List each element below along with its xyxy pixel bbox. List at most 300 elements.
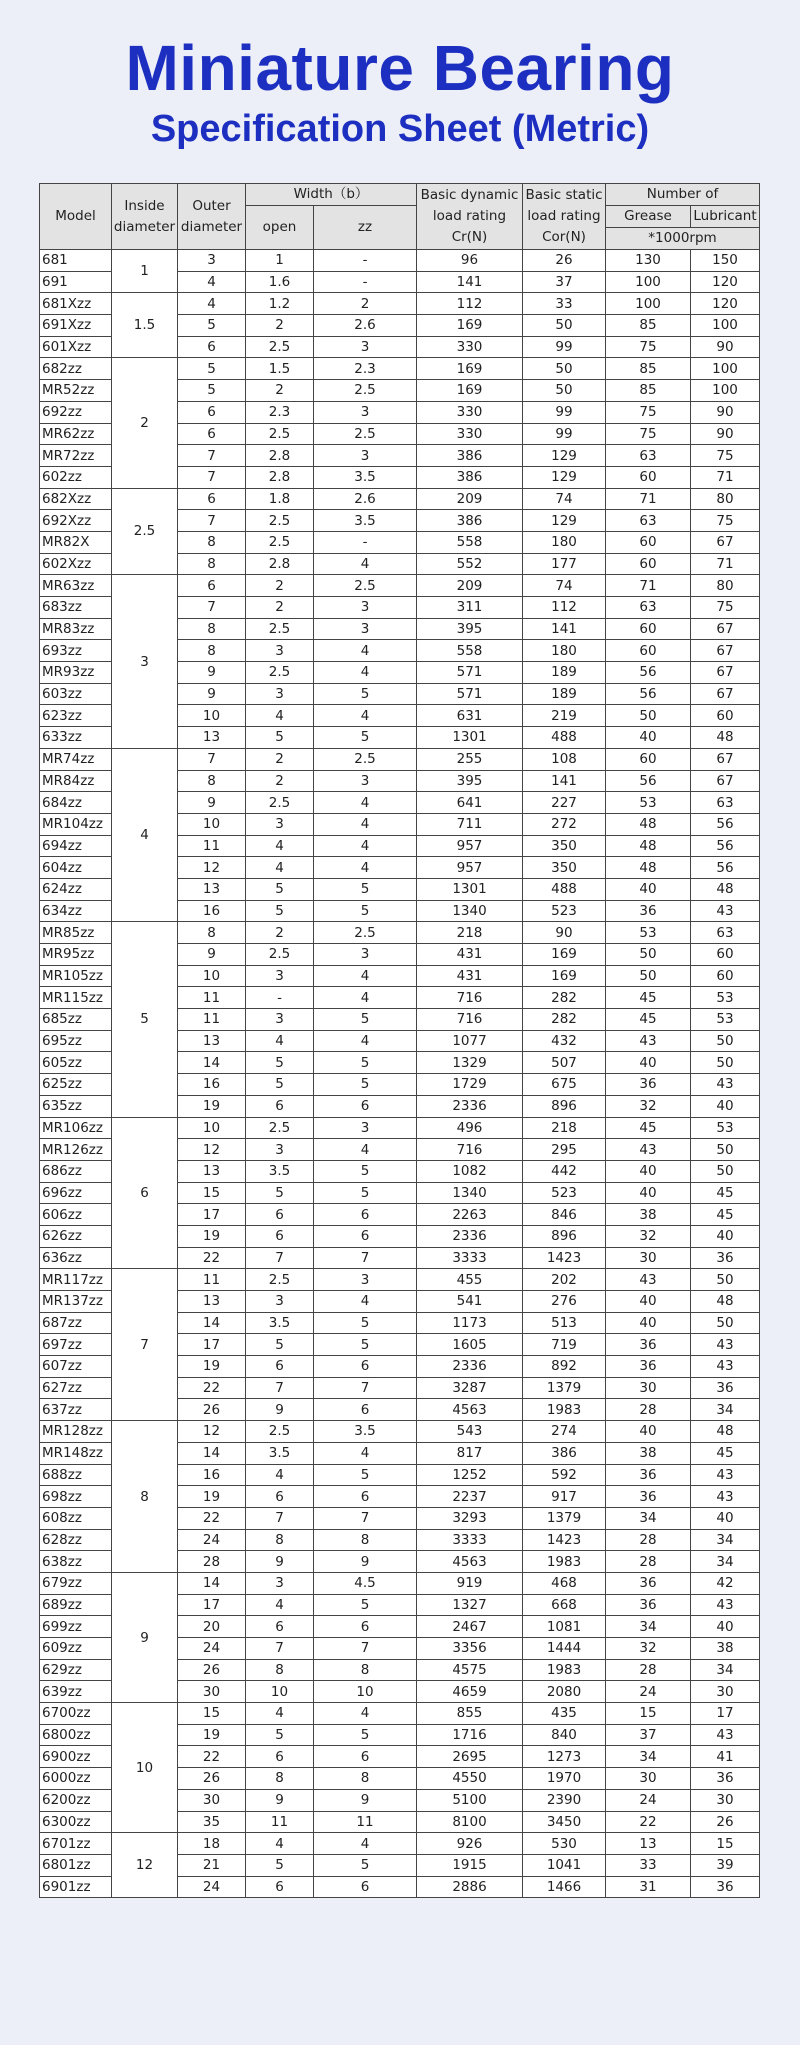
width-zz-cell: 2.5 — [314, 380, 417, 402]
lubricant-speed-cell: 67 — [691, 662, 760, 684]
lubricant-speed-cell: 40 — [691, 1616, 760, 1638]
static-load-cell: 274 — [523, 1421, 606, 1443]
model-cell: MR72zz — [40, 445, 112, 467]
lubricant-speed-cell: 45 — [691, 1182, 760, 1204]
table-row — [40, 1117, 760, 1139]
model-cell: 625zz — [40, 1074, 112, 1096]
width-open-cell: 3.5 — [246, 1160, 314, 1182]
width-open-cell: 11 — [246, 1811, 314, 1833]
width-open-cell: 2.8 — [246, 445, 314, 467]
width-open-cell: 4 — [246, 705, 314, 727]
grease-speed-cell: 56 — [606, 662, 691, 684]
dynamic-load-cell: 3356 — [417, 1638, 523, 1660]
static-load-cell: 350 — [523, 857, 606, 879]
model-cell: 698zz — [40, 1486, 112, 1508]
lubricant-speed-cell: 45 — [691, 1204, 760, 1226]
lubricant-speed-cell: 120 — [691, 293, 760, 315]
grease-speed-cell: 48 — [606, 857, 691, 879]
model-cell: 608zz — [40, 1507, 112, 1529]
lubricant-speed-cell: 30 — [691, 1681, 760, 1703]
lubricant-speed-cell: 100 — [691, 380, 760, 402]
static-load-cell: 1466 — [523, 1876, 606, 1898]
width-open-cell: 2.5 — [246, 336, 314, 358]
static-load-cell: 675 — [523, 1074, 606, 1096]
grease-speed-cell: 75 — [606, 423, 691, 445]
width-zz-cell: 5 — [314, 1334, 417, 1356]
static-load-cell: 1983 — [523, 1399, 606, 1421]
model-cell: 692Xzz — [40, 510, 112, 532]
width-open-cell: 8 — [246, 1659, 314, 1681]
outer-cell: 26 — [178, 1659, 246, 1681]
width-open-cell: 2.5 — [246, 944, 314, 966]
static-load-cell: 141 — [523, 618, 606, 640]
grease-speed-cell: 36 — [606, 1074, 691, 1096]
width-zz-cell: 5 — [314, 1160, 417, 1182]
inside-diameter-cell: 9 — [112, 1572, 178, 1702]
outer-cell: 19 — [178, 1356, 246, 1378]
outer-cell: 12 — [178, 1139, 246, 1161]
outer-cell: 8 — [178, 553, 246, 575]
grease-speed-cell: 100 — [606, 271, 691, 293]
grease-speed-cell: 60 — [606, 531, 691, 553]
static-load-cell: 1423 — [523, 1529, 606, 1551]
outer-cell: 20 — [178, 1616, 246, 1638]
lubricant-speed-cell: 50 — [691, 1139, 760, 1161]
static-load-cell: 218 — [523, 1117, 606, 1139]
dynamic-load-cell: 716 — [417, 1139, 523, 1161]
width-zz-cell: 4 — [314, 965, 417, 987]
grease-speed-cell: 28 — [606, 1551, 691, 1573]
outer-cell: 19 — [178, 1486, 246, 1508]
grease-speed-cell: 15 — [606, 1703, 691, 1725]
grease-speed-cell: 63 — [606, 597, 691, 619]
outer-cell: 12 — [178, 1421, 246, 1443]
dynamic-load-cell: 552 — [417, 553, 523, 575]
dynamic-load-cell: 395 — [417, 770, 523, 792]
dynamic-load-cell: 4575 — [417, 1659, 523, 1681]
model-cell: MR126zz — [40, 1139, 112, 1161]
width-open-cell: 5 — [246, 900, 314, 922]
lubricant-speed-cell: 50 — [691, 1052, 760, 1074]
outer-cell: 7 — [178, 510, 246, 532]
dynamic-load-cell: 169 — [417, 358, 523, 380]
dynamic-load-cell: 3333 — [417, 1529, 523, 1551]
grease-speed-cell: 34 — [606, 1507, 691, 1529]
lubricant-speed-cell: 100 — [691, 315, 760, 337]
model-cell: 691Xzz — [40, 315, 112, 337]
width-zz-cell: 4 — [314, 1291, 417, 1313]
grease-speed-cell: 32 — [606, 1225, 691, 1247]
width-open-cell: 5 — [246, 1334, 314, 1356]
dynamic-load-cell: 2886 — [417, 1876, 523, 1898]
dynamic-load-cell: 209 — [417, 575, 523, 597]
width-zz-cell: 5 — [314, 1182, 417, 1204]
lubricant-speed-cell: 56 — [691, 857, 760, 879]
header-outer-diameter: Outer diameter — [178, 184, 246, 250]
dynamic-load-cell: 112 — [417, 293, 523, 315]
dynamic-load-cell: 2263 — [417, 1204, 523, 1226]
grease-speed-cell: 28 — [606, 1659, 691, 1681]
lubricant-speed-cell: 34 — [691, 1399, 760, 1421]
width-open-cell: 5 — [246, 727, 314, 749]
model-cell: 684zz — [40, 792, 112, 814]
width-open-cell: 2 — [246, 770, 314, 792]
static-load-cell: 1379 — [523, 1507, 606, 1529]
grease-speed-cell: 85 — [606, 380, 691, 402]
grease-speed-cell: 60 — [606, 618, 691, 640]
width-open-cell: 3 — [246, 813, 314, 835]
grease-speed-cell: 50 — [606, 705, 691, 727]
width-zz-cell: 3 — [314, 401, 417, 423]
model-cell: MR105zz — [40, 965, 112, 987]
model-cell: 609zz — [40, 1638, 112, 1660]
static-load-cell: 1444 — [523, 1638, 606, 1660]
static-load-cell: 169 — [523, 965, 606, 987]
width-open-cell: 2 — [246, 315, 314, 337]
inside-diameter-cell: 1.5 — [112, 293, 178, 358]
model-cell: MR63zz — [40, 575, 112, 597]
outer-cell: 7 — [178, 597, 246, 619]
grease-speed-cell: 36 — [606, 1594, 691, 1616]
dynamic-load-cell: 2695 — [417, 1746, 523, 1768]
outer-cell: 14 — [178, 1572, 246, 1594]
dynamic-load-cell: 1077 — [417, 1030, 523, 1052]
width-zz-cell: 9 — [314, 1551, 417, 1573]
width-open-cell: 2 — [246, 748, 314, 770]
grease-speed-cell: 36 — [606, 1486, 691, 1508]
page-header — [0, 0, 800, 150]
static-load-cell: 189 — [523, 683, 606, 705]
width-open-cell: 3 — [246, 683, 314, 705]
width-open-cell: 5 — [246, 1724, 314, 1746]
lubricant-speed-cell: 150 — [691, 250, 760, 272]
width-open-cell: 2.5 — [246, 423, 314, 445]
model-cell: 607zz — [40, 1356, 112, 1378]
dynamic-load-cell: 541 — [417, 1291, 523, 1313]
width-zz-cell: 7 — [314, 1247, 417, 1269]
width-zz-cell: 6 — [314, 1399, 417, 1421]
dynamic-load-cell: 3293 — [417, 1507, 523, 1529]
dynamic-load-cell: 543 — [417, 1421, 523, 1443]
model-cell: 681 — [40, 250, 112, 272]
dynamic-load-cell: 8100 — [417, 1811, 523, 1833]
static-load-cell: 435 — [523, 1703, 606, 1725]
model-cell: 695zz — [40, 1030, 112, 1052]
outer-cell: 15 — [178, 1182, 246, 1204]
model-cell: 606zz — [40, 1204, 112, 1226]
grease-speed-cell: 32 — [606, 1095, 691, 1117]
inside-diameter-cell: 2 — [112, 358, 178, 488]
lubricant-speed-cell: 50 — [691, 1030, 760, 1052]
lubricant-speed-cell: 80 — [691, 488, 760, 510]
static-load-cell: 1983 — [523, 1659, 606, 1681]
lubricant-speed-cell: 75 — [691, 597, 760, 619]
model-cell: 6901zz — [40, 1876, 112, 1898]
static-load-cell: 1273 — [523, 1746, 606, 1768]
outer-cell: 22 — [178, 1247, 246, 1269]
static-load-cell: 202 — [523, 1269, 606, 1291]
outer-cell: 11 — [178, 987, 246, 1009]
dynamic-load-cell: 558 — [417, 640, 523, 662]
width-open-cell: 5 — [246, 1854, 314, 1876]
static-load-cell: 74 — [523, 488, 606, 510]
grease-speed-cell: 40 — [606, 878, 691, 900]
width-zz-cell: 4 — [314, 857, 417, 879]
width-zz-cell: 2.5 — [314, 922, 417, 944]
lubricant-speed-cell: 43 — [691, 1464, 760, 1486]
static-load-cell: 523 — [523, 900, 606, 922]
width-zz-cell: 3 — [314, 336, 417, 358]
outer-cell: 30 — [178, 1789, 246, 1811]
outer-cell: 22 — [178, 1377, 246, 1399]
width-zz-cell: 4 — [314, 705, 417, 727]
outer-cell: 3 — [178, 250, 246, 272]
dynamic-load-cell: 1340 — [417, 1182, 523, 1204]
static-load-cell: 1423 — [523, 1247, 606, 1269]
outer-cell: 12 — [178, 857, 246, 879]
static-load-cell: 141 — [523, 770, 606, 792]
model-cell: 628zz — [40, 1529, 112, 1551]
width-zz-cell: - — [314, 531, 417, 553]
static-load-cell: 917 — [523, 1486, 606, 1508]
dynamic-load-cell: 431 — [417, 944, 523, 966]
static-load-cell: 50 — [523, 358, 606, 380]
dynamic-load-cell: 169 — [417, 315, 523, 337]
grease-speed-cell: 85 — [606, 358, 691, 380]
header-inside-diameter: Inside diameter — [112, 184, 178, 250]
model-cell: MR117zz — [40, 1269, 112, 1291]
lubricant-speed-cell: 36 — [691, 1247, 760, 1269]
width-zz-cell: 4 — [314, 835, 417, 857]
width-zz-cell: 3.5 — [314, 466, 417, 488]
model-cell: MR52zz — [40, 380, 112, 402]
width-zz-cell: 5 — [314, 1052, 417, 1074]
table-row — [40, 1572, 760, 1594]
inside-diameter-cell: 10 — [112, 1703, 178, 1833]
width-open-cell: 9 — [246, 1399, 314, 1421]
model-cell: 696zz — [40, 1182, 112, 1204]
width-open-cell: 1.6 — [246, 271, 314, 293]
lubricant-speed-cell: 90 — [691, 401, 760, 423]
dynamic-load-cell: 96 — [417, 250, 523, 272]
static-load-cell: 1983 — [523, 1551, 606, 1573]
model-cell: 605zz — [40, 1052, 112, 1074]
outer-cell: 7 — [178, 748, 246, 770]
outer-cell: 9 — [178, 683, 246, 705]
static-load-cell: 530 — [523, 1833, 606, 1855]
width-zz-cell: 5 — [314, 727, 417, 749]
width-open-cell: 6 — [246, 1225, 314, 1247]
width-zz-cell: 7 — [314, 1377, 417, 1399]
outer-cell: 35 — [178, 1811, 246, 1833]
width-open-cell: 5 — [246, 1182, 314, 1204]
lubricant-speed-cell: 36 — [691, 1377, 760, 1399]
lubricant-speed-cell: 48 — [691, 1291, 760, 1313]
width-open-cell: 4 — [246, 1703, 314, 1725]
width-open-cell: 2.5 — [246, 1117, 314, 1139]
model-cell: 685zz — [40, 1009, 112, 1031]
lubricant-speed-cell: 67 — [691, 748, 760, 770]
lubricant-speed-cell: 67 — [691, 531, 760, 553]
outer-cell: 6 — [178, 423, 246, 445]
static-load-cell: 108 — [523, 748, 606, 770]
outer-cell: 16 — [178, 900, 246, 922]
dynamic-load-cell: 2336 — [417, 1225, 523, 1247]
outer-cell: 21 — [178, 1854, 246, 1876]
model-cell: MR104zz — [40, 813, 112, 835]
lubricant-speed-cell: 38 — [691, 1638, 760, 1660]
width-zz-cell: 4 — [314, 1139, 417, 1161]
width-zz-cell: 3.5 — [314, 1421, 417, 1443]
static-load-cell: 896 — [523, 1095, 606, 1117]
dynamic-load-cell: 395 — [417, 618, 523, 640]
grease-speed-cell: 40 — [606, 1182, 691, 1204]
lubricant-speed-cell: 34 — [691, 1659, 760, 1681]
static-load-cell: 74 — [523, 575, 606, 597]
dynamic-load-cell: 1340 — [417, 900, 523, 922]
width-zz-cell: 4 — [314, 1833, 417, 1855]
width-open-cell: 3 — [246, 1291, 314, 1313]
grease-speed-cell: 60 — [606, 748, 691, 770]
dynamic-load-cell: 3287 — [417, 1377, 523, 1399]
model-cell: 626zz — [40, 1225, 112, 1247]
static-load-cell: 99 — [523, 423, 606, 445]
static-load-cell: 295 — [523, 1139, 606, 1161]
grease-speed-cell: 56 — [606, 770, 691, 792]
outer-cell: 17 — [178, 1334, 246, 1356]
grease-speed-cell: 38 — [606, 1442, 691, 1464]
model-cell: 679zz — [40, 1572, 112, 1594]
width-open-cell: 2 — [246, 922, 314, 944]
width-zz-cell: 6 — [314, 1095, 417, 1117]
static-load-cell: 227 — [523, 792, 606, 814]
outer-cell: 19 — [178, 1095, 246, 1117]
grease-speed-cell: 22 — [606, 1811, 691, 1833]
outer-cell: 13 — [178, 878, 246, 900]
model-cell: 623zz — [40, 705, 112, 727]
dynamic-load-cell: 1301 — [417, 878, 523, 900]
dynamic-load-cell: 1327 — [417, 1594, 523, 1616]
model-cell: 682Xzz — [40, 488, 112, 510]
outer-cell: 7 — [178, 466, 246, 488]
grease-speed-cell: 53 — [606, 922, 691, 944]
width-open-cell: 2 — [246, 597, 314, 619]
dynamic-load-cell: 957 — [417, 835, 523, 857]
grease-speed-cell: 24 — [606, 1789, 691, 1811]
static-load-cell: 180 — [523, 531, 606, 553]
lubricant-speed-cell: 75 — [691, 445, 760, 467]
grease-speed-cell: 75 — [606, 336, 691, 358]
width-open-cell: 2.5 — [246, 1269, 314, 1291]
grease-speed-cell: 34 — [606, 1616, 691, 1638]
width-zz-cell: 4 — [314, 1442, 417, 1464]
grease-speed-cell: 36 — [606, 1572, 691, 1594]
grease-speed-cell: 31 — [606, 1876, 691, 1898]
lubricant-speed-cell: 67 — [691, 618, 760, 640]
width-zz-cell: 3.5 — [314, 510, 417, 532]
outer-cell: 22 — [178, 1507, 246, 1529]
dynamic-load-cell: 2237 — [417, 1486, 523, 1508]
width-zz-cell: 5 — [314, 1594, 417, 1616]
static-load-cell: 50 — [523, 380, 606, 402]
model-cell: 629zz — [40, 1659, 112, 1681]
grease-speed-cell: 63 — [606, 445, 691, 467]
grease-speed-cell: 28 — [606, 1399, 691, 1421]
grease-speed-cell: 45 — [606, 1009, 691, 1031]
lubricant-speed-cell: 53 — [691, 987, 760, 1009]
width-zz-cell: 6 — [314, 1225, 417, 1247]
width-zz-cell: 4 — [314, 553, 417, 575]
grease-speed-cell: 43 — [606, 1269, 691, 1291]
width-open-cell: 3 — [246, 640, 314, 662]
inside-diameter-cell: 4 — [112, 748, 178, 922]
model-cell: MR62zz — [40, 423, 112, 445]
lubricant-speed-cell: 43 — [691, 1594, 760, 1616]
grease-speed-cell: 30 — [606, 1768, 691, 1790]
lubricant-speed-cell: 71 — [691, 466, 760, 488]
outer-cell: 13 — [178, 727, 246, 749]
model-cell: 6701zz — [40, 1833, 112, 1855]
model-cell: 689zz — [40, 1594, 112, 1616]
width-zz-cell: 2.5 — [314, 748, 417, 770]
width-zz-cell: 6 — [314, 1616, 417, 1638]
static-load-cell: 513 — [523, 1312, 606, 1334]
lubricant-speed-cell: 53 — [691, 1117, 760, 1139]
width-open-cell: 1 — [246, 250, 314, 272]
width-zz-cell: 4.5 — [314, 1572, 417, 1594]
width-open-cell: 6 — [246, 1616, 314, 1638]
header-model: Model — [40, 184, 112, 250]
model-cell: 639zz — [40, 1681, 112, 1703]
width-zz-cell: 4 — [314, 1030, 417, 1052]
width-zz-cell: 3 — [314, 1269, 417, 1291]
width-zz-cell: 4 — [314, 1703, 417, 1725]
width-zz-cell: 10 — [314, 1681, 417, 1703]
static-load-cell: 282 — [523, 987, 606, 1009]
model-cell: MR93zz — [40, 662, 112, 684]
table-row — [40, 1421, 760, 1443]
dynamic-load-cell: 817 — [417, 1442, 523, 1464]
width-zz-cell: 4 — [314, 662, 417, 684]
lubricant-speed-cell: 40 — [691, 1507, 760, 1529]
width-open-cell: 4 — [246, 857, 314, 879]
width-zz-cell: 4 — [314, 987, 417, 1009]
model-cell: MR148zz — [40, 1442, 112, 1464]
static-load-cell: 2390 — [523, 1789, 606, 1811]
outer-cell: 10 — [178, 813, 246, 835]
dynamic-load-cell: 386 — [417, 466, 523, 488]
width-zz-cell: 5 — [314, 1312, 417, 1334]
dynamic-load-cell: 330 — [417, 336, 523, 358]
outer-cell: 14 — [178, 1312, 246, 1334]
dynamic-load-cell: 641 — [417, 792, 523, 814]
grease-speed-cell: 37 — [606, 1724, 691, 1746]
dynamic-load-cell: 1173 — [417, 1312, 523, 1334]
model-cell: 687zz — [40, 1312, 112, 1334]
width-open-cell: 5 — [246, 878, 314, 900]
lubricant-speed-cell: 42 — [691, 1572, 760, 1594]
width-zz-cell: 5 — [314, 1074, 417, 1096]
lubricant-speed-cell: 15 — [691, 1833, 760, 1855]
static-load-cell: 219 — [523, 705, 606, 727]
grease-speed-cell: 30 — [606, 1377, 691, 1399]
outer-cell: 8 — [178, 618, 246, 640]
outer-cell: 16 — [178, 1074, 246, 1096]
dynamic-load-cell: 1301 — [417, 727, 523, 749]
grease-speed-cell: 43 — [606, 1030, 691, 1052]
width-open-cell: 2.8 — [246, 466, 314, 488]
static-load-cell: 189 — [523, 662, 606, 684]
